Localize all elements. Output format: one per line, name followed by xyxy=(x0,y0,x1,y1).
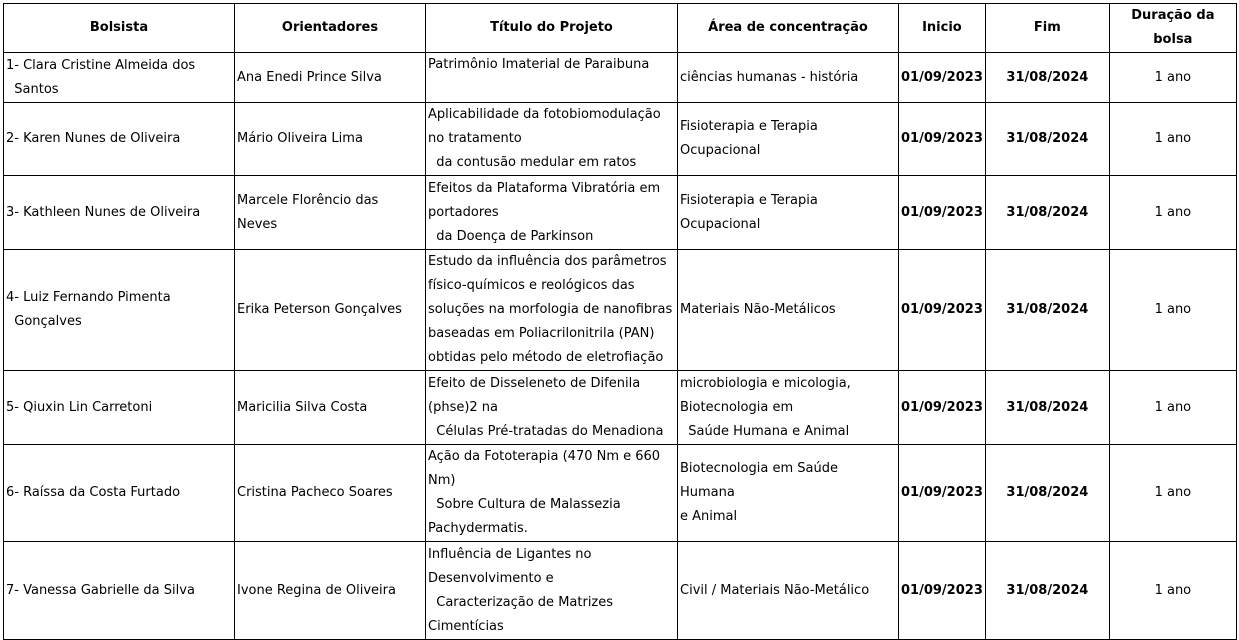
cell-bolsista: 7- Vanessa Gabrielle da Silva xyxy=(4,542,235,640)
cell-duracao: 1 ano xyxy=(1109,176,1236,250)
cell-duracao: 1 ano xyxy=(1109,445,1236,542)
table-row xyxy=(4,53,1237,103)
cell-orientador: Maricilia Silva Costa xyxy=(235,371,426,445)
cell-orientador: Erika Peterson Gonçalves xyxy=(235,250,426,371)
table-row xyxy=(4,250,1237,371)
header-titulo: Título do Projeto xyxy=(426,4,678,53)
cell-titulo: Efeitos da Plataforma Vibratória em portadores da Doença de Parkinson xyxy=(426,176,678,250)
cell-bolsista: 4- Luiz Fernando Pimenta Gonçalves xyxy=(4,250,235,371)
cell-duracao: 1 ano xyxy=(1109,53,1236,103)
cell-bolsista: 3- Kathleen Nunes de Oliveira xyxy=(4,176,235,250)
header-bolsista: Bolsista xyxy=(4,4,235,53)
cell-fim: 31/08/2024 xyxy=(985,542,1109,640)
cell-area: Biotecnologia em Saúde Humana e Animal xyxy=(678,445,899,542)
cell-inicio: 01/09/2023 xyxy=(899,103,986,176)
cell-inicio: 01/09/2023 xyxy=(899,371,986,445)
table-row xyxy=(4,176,1237,250)
cell-titulo: Estudo da influência dos parâmetros físico-químicos e reológicos das soluções na morfologia de nanofibras baseadas em Poliacrilonitrila (PAN) obtidas pelo método de eletrofiação xyxy=(426,250,678,371)
cell-orientador: Mário Oliveira Lima xyxy=(235,103,426,176)
cell-inicio: 01/09/2023 xyxy=(899,250,986,371)
cell-orientador: Cristina Pacheco Soares xyxy=(235,445,426,542)
cell-bolsista: 6- Raíssa da Costa Furtado xyxy=(4,445,235,542)
cell-duracao: 1 ano xyxy=(1109,103,1236,176)
cell-orientador: Marcele Florêncio das Neves xyxy=(235,176,426,250)
cell-area: Materiais Não-Metálicos xyxy=(678,250,899,371)
table-row xyxy=(4,445,1237,542)
header-duracao: Duração da bolsa xyxy=(1109,4,1236,53)
cell-area: Civil / Materiais Não-Metálico xyxy=(678,542,899,640)
header-row xyxy=(4,4,1237,53)
cell-fim: 31/08/2024 xyxy=(985,371,1109,445)
scholarship-table xyxy=(3,3,1237,640)
cell-bolsista: 1- Clara Cristine Almeida dos Santos xyxy=(4,53,235,103)
cell-fim: 31/08/2024 xyxy=(985,103,1109,176)
header-inicio: Inicio xyxy=(899,4,986,53)
cell-fim: 31/08/2024 xyxy=(985,445,1109,542)
cell-titulo: Ação da Fototerapia (470 Nm e 660 Nm) Sobre Cultura de Malassezia Pachydermatis. xyxy=(426,445,678,542)
cell-titulo: Aplicabilidade da fotobiomodulação no tratamento da contusão medular em ratos xyxy=(426,103,678,176)
table-row xyxy=(4,542,1237,640)
table-row xyxy=(4,371,1237,445)
cell-duracao: 1 ano xyxy=(1109,542,1236,640)
cell-titulo: Influência de Ligantes no Desenvolvimento e Caracterização de Matrizes Cimentícias xyxy=(426,542,678,640)
cell-bolsista: 5- Qiuxin Lin Carretoni xyxy=(4,371,235,445)
cell-inicio: 01/09/2023 xyxy=(899,176,986,250)
cell-inicio: 01/09/2023 xyxy=(899,445,986,542)
header-orientadores: Orientadores xyxy=(235,4,426,53)
cell-area: microbiologia e micologia, Biotecnologia em Saúde Humana e Animal xyxy=(678,371,899,445)
cell-inicio: 01/09/2023 xyxy=(899,542,986,640)
header-fim: Fim xyxy=(985,4,1109,53)
cell-fim: 31/08/2024 xyxy=(985,176,1109,250)
table-row xyxy=(4,103,1237,176)
cell-duracao: 1 ano xyxy=(1109,250,1236,371)
cell-orientador: Ivone Regina de Oliveira xyxy=(235,542,426,640)
cell-area: Fisioterapia e Terapia Ocupacional xyxy=(678,103,899,176)
cell-orientador: Ana Enedi Prince Silva xyxy=(235,53,426,103)
cell-titulo: Patrimônio Imaterial de Paraibuna xyxy=(426,53,678,103)
cell-fim: 31/08/2024 xyxy=(985,53,1109,103)
cell-bolsista: 2- Karen Nunes de Oliveira xyxy=(4,103,235,176)
cell-area: ciências humanas - história xyxy=(678,53,899,103)
cell-duracao: 1 ano xyxy=(1109,371,1236,445)
cell-inicio: 01/09/2023 xyxy=(899,53,986,103)
cell-titulo: Efeito de Disseleneto de Difenila (phse)2 na Células Pré-tratadas do Menadiona xyxy=(426,371,678,445)
cell-area: Fisioterapia e Terapia Ocupacional xyxy=(678,176,899,250)
header-area: Área de concentração xyxy=(678,4,899,53)
cell-fim: 31/08/2024 xyxy=(985,250,1109,371)
